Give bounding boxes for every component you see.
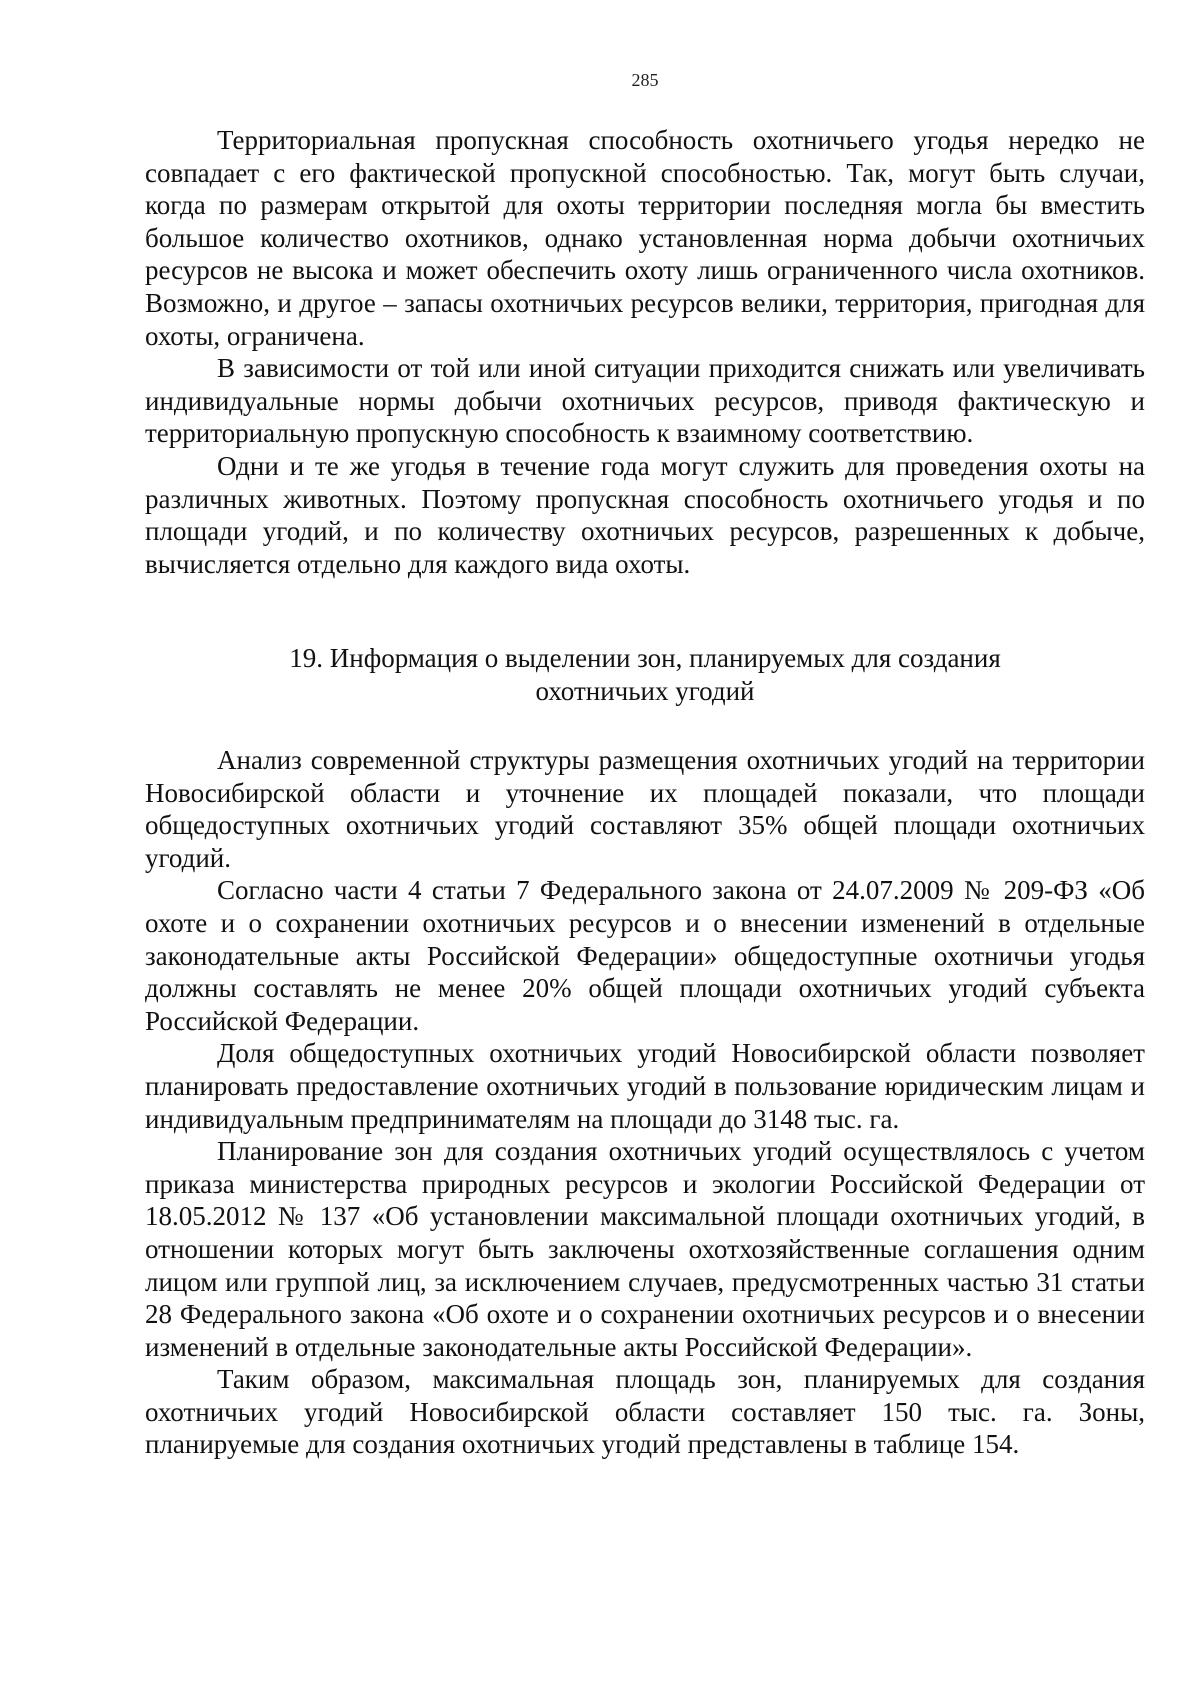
- section-heading-line-2: охотничьих угодий: [535, 675, 755, 706]
- intro-text-block: [145, 124, 1145, 580]
- section-heading: [145, 642, 1145, 707]
- paragraph: Таким образом, максимальная площадь зон, планируемых для создания охотничьих угодий Новосибирской области составляет 150 тыс. га. Зоны, планируемые для создания охотничьих угодий представлены в таблице 154.: [145, 1364, 1145, 1460]
- paragraph: Доля общедоступных охотничьих угодий Новосибирской области позволяет планировать предоставление охотничьих угодий в пользование юридическим лицам и индивидуальным предпринимателям на площади до 3148 тыс. га.: [145, 1038, 1145, 1134]
- page-number: 285: [631, 70, 659, 90]
- paragraph: Согласно части 4 статьи 7 Федерального закона от 24.07.2009 № 209-ФЗ «Об охоте и о сохранении охотничьих ресурсов и о внесении изменений в отдельные законодательные акты Российской Федерации» общедоступные охотничьи угодья должны составлять не менее 20% общей площади охотничьих угодий субъекта Российской Федерации.: [145, 875, 1145, 1036]
- paragraph: В зависимости от той или иной ситуации приходится снижать или увеличивать индивидуальные нормы добычи охотничьих ресурсов, приводя фактическую и территориальную пропускную способность к взаимному соответствию.: [145, 353, 1145, 449]
- paragraph: Анализ современной структуры размещения охотничьих угодий на территории Новосибирской области и уточнение их площадей показали, что площади общедоступных охотничьих угодий составляют 35% общей площади охотничьих угодий.: [145, 745, 1145, 873]
- paragraph: Планирование зон для создания охотничьих угодий осуществлялось с учетом приказа министерства природных ресурсов и экологии Российской Федерации от 18.05.2012 № 137 «Об установлении максимальной площади охотничьих угодий, в отношении которых могут быть заключены охотхозяйственные соглашения одним лицом или группой лиц, за исключением случаев, предусмотренных частью 31 статьи 28 Федерального закона «Об охоте и о сохранении охотничьих ресурсов и о внесении изменений в отдельные законодательные акты Российской Федерации».: [145, 1136, 1145, 1362]
- section-text-block: [145, 744, 1145, 1461]
- paragraph: Одни и те же угодья в течение года могут служить для проведения охоты на различных животных. Поэтому пропускная способность охотничьего угодья и по площади угодий, и по количеству охотничьих ресурсов, разрешенных к добыче, вычисляется отдельно для каждого вида охоты.: [145, 450, 1145, 579]
- section-heading-line-1: 19. Информация о выделении зон, планируемых для создания: [289, 643, 1001, 673]
- paragraph: Территориальная пропускная способность охотничьего угодья нередко не совпадает с его фактической пропускной способностью. Так, могут быть случаи, когда по размерам открытой для охоты территории последняя могла бы вместить большое количество охотников, однако установленная норма добычи охотничьих ресурсов не высока и может обеспечить охоту лишь ограниченного числа охотников. Возможно, и другое – запасы охотничьих ресурсов велики, территория, пригодная для охоты, ограничена.: [145, 125, 1145, 351]
